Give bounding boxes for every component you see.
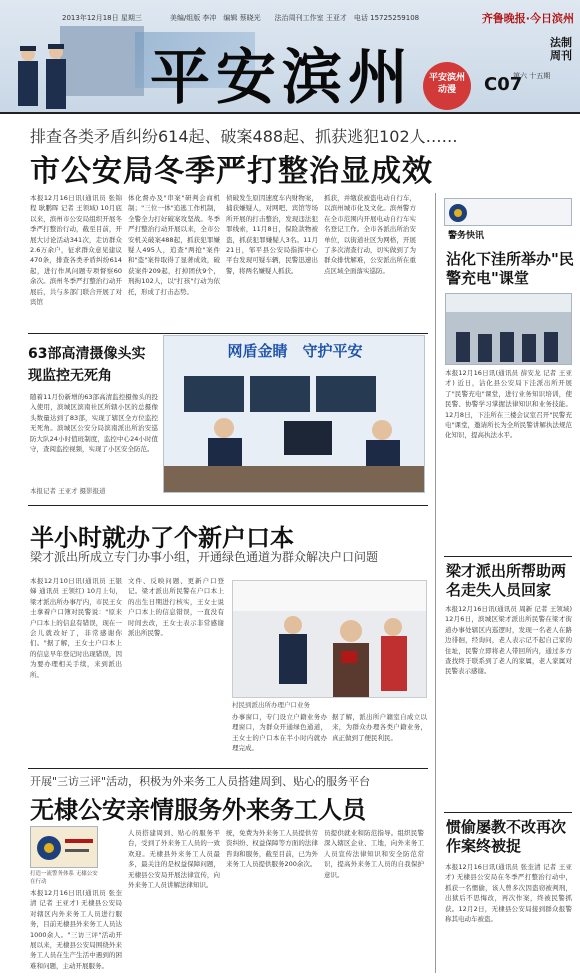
hukou-photo bbox=[232, 580, 427, 698]
right1-body: 本报12月16日讯(通讯员 薛安龙 记者 王亚才) 近日，沾化县公安局下洼派出所开展了"民警充电"课堂，进行业务知识培训，使民警、协警学习掌握法律知识和业务技能。12月8日，下洼所在三楼会议室召开"民警充电"课堂，邀请所长为全所民警讲解执法规范化知识，提高执法水平。 bbox=[445, 369, 572, 440]
right-divider-3 bbox=[444, 812, 572, 813]
cams-headline: 63部高清摄像头实现监控无死角 bbox=[28, 346, 146, 384]
section-divider-1 bbox=[28, 333, 428, 334]
migrant-subhead: 开展"三访三评"活动，积极为外来务工人员搭建周到、贴心的服务平台 bbox=[30, 775, 371, 788]
hukou-headline: 半小时就办了个新户口本 bbox=[30, 524, 294, 552]
migrant-image-caption: 打造一流警务体系 无棣公安在行动 bbox=[30, 871, 98, 885]
migrant-column-4: 员提供就业和防范指导。组织民警深入辖区企业、工地，向外来务工人员宣传法律知识和安全防范常识，提高外来务工人员的自我保护意识。 bbox=[324, 829, 424, 879]
news-flash-label: 警务快讯 bbox=[448, 231, 485, 241]
right2-headline: 梁才派出所帮助两名走失人员回家 bbox=[446, 562, 567, 599]
migrant-column-1: 本报12月16日讯(通讯员 张奎清 记者 王亚才) 无棣县公安局对辖区内外来务工人员进行服务，目前无棣县外来务工人员达1000余人。"三访三评"活动开展以来，无棣县公安局围绕外来务工人员在生产生活中遇到的困难和问题，主动开展服务。 bbox=[30, 889, 122, 970]
right-column-divider bbox=[435, 193, 436, 973]
section-name: 法制周刊 bbox=[550, 36, 572, 62]
cams-body: 随着11月份新增的63部高清监控摄像头的投入使用，滨城区滨南社区所辖小区的总摄像头数量达到了83部，实现了辖区全方位监控无死角。滨城区公安分局滨南派出所治安巡防大队24小时值班制度，监控中心24小时值守，查阅监控视频，实现了小区安全防范。 bbox=[30, 393, 158, 454]
classroom-photo-illustration bbox=[446, 294, 572, 365]
right3-body: 本报12月16日讯(通讯员 张奎清 记者 王亚才) 无棣县公安局在冬季严打整治行动中，抓获一名惯偷，该人曾多次因盗窃被判刑，出狱后不思悔改，再次作案，终被民警抓获。12月2日，无棣县公安局接到群众报警称其电动车被盗。 bbox=[445, 863, 572, 924]
section-divider-2 bbox=[28, 505, 428, 506]
hukou-column-4a: 办事窗口，专门设立户籍业务办理窗口，为群众开通绿色通道，王女士的户口本在半小时内就办理完成。 bbox=[232, 713, 327, 753]
monitoring-room-illustration bbox=[164, 366, 425, 493]
hukou-column-2: 文件、反映问题、更新户口登记。梁才派出所民警在户口本上的出生日期进行核实，王女士说户口本上的信息错误，一直没有时间去改，王女士表示非常感谢派出所民警。 bbox=[128, 577, 224, 638]
cartoon-badge: 平安滨州 动漫 bbox=[423, 62, 471, 110]
edition-number: 第六 十五期 bbox=[513, 72, 551, 80]
lead-subhead: 排查各类矛盾纠纷614起、破案488起、抓获逃犯102人…… bbox=[30, 127, 458, 146]
right1-headline: 沾化下洼所举办"民警充电"课堂 bbox=[446, 250, 574, 287]
cams-caption: 本报记者 王亚才 摄影报道 bbox=[30, 487, 106, 495]
lead-column-2: 体化督办及"串案"研判会商机制；"三位一体"追逃工作机制，全警全力打好破案攻坚战。冬季严打整治行动开展以来，全市公安机关破案488起，抓获犯罪嫌疑人495人，追查"两抢"案件和"盗"案件取得了显著成效，破获案件209起，打掉团伙9个，刑拘102人，以"打孩"行动为依托，形成了打击态势。 bbox=[128, 194, 220, 296]
police-officers-illustration bbox=[8, 40, 78, 112]
migrant-column-3: 统，免费为外来务工人员提供劳资纠纷、权益保障等方面的法律咨询和服务，截至目前，已为外来务工人员提供服务200余次。 bbox=[226, 829, 318, 869]
newspaper-brand: 齐鲁晚报·今日滨州 bbox=[481, 12, 574, 25]
migrant-logo-image bbox=[30, 826, 98, 868]
masthead bbox=[0, 0, 580, 112]
hukou-subhead: 梁才派出所成立专门办事小组，开通绿色通道为群众解决户口问题 bbox=[30, 550, 379, 564]
right3-headline: 惯偷屡教不改再次作案终被捉 bbox=[446, 818, 567, 855]
section-divider-3 bbox=[28, 768, 428, 769]
police-emblem-icon bbox=[31, 827, 98, 868]
lead-column-4: 抓获，并缴获被盗电动自行车，以滨州城市化及文化。滨州警方在全市范围内开展电动自行车实名登记工作。全市各派出所治安单位，以街道社区为网格，开展了多次清查行动，切实做到了为群众排忧解难，公安派出所在重点区域全面落实巡防。 bbox=[324, 194, 416, 275]
lead-column-1: 本报12月16日讯(通讯员 张锦程 耿鹏晖 记者 王领域) 10月底以来，滨州市公安局组织开展冬季严打整治行动，截至目前，开展大讨论活动341次，走访群众2.6万余户，征求群众意见建议470条，排查各类矛盾纠纷614起，进行作风问题专项督察60余次。滨州冬季严打整治行动开展后，共与多部门联合开展了对宾馆 bbox=[30, 194, 122, 307]
issue-info-line: 2013年12月18日 星期三 美编/组版 李冲 编辑 蔡晓光 法治周刊工作室 王亚才 电话 15725259108 bbox=[62, 14, 420, 22]
hukou-photo-illustration bbox=[233, 581, 427, 698]
lead-column-3: 侦破发生原因速度车内财物案，捕获嫌疑人，对网吧、宾馆等场所开展的打击整治，发现违法犯罪线索，11月8日，保险款物被盗，抓获犯罪嫌疑人3名。11月21日，邹平县公安局指挥中心平台发现可疑车辆，民警迅速出警，将两名嫌疑人抓获。 bbox=[226, 194, 318, 275]
right2-body: 本报12月16日讯(通讯员 周新 记者 王领域) 12月6日，滨城区梁才派出所民警在梁才街道办事处辖区内巡逻时，发现一名老人在路边徘徊，经询问，老人表示记不起自己家的住址，民警立即将老人带回所内，通过多方查找终于联系到了老人的家属，老人家属对民警表示感谢。 bbox=[445, 605, 572, 676]
cams-photo-banner: 网盾金睛 守护平安 bbox=[227, 342, 363, 360]
hukou-column-4b: 据了解，派出所户籍室自成立以来，为群众办理各类户籍业务，真正做到了便民利民。 bbox=[332, 713, 427, 742]
migrant-headline: 无棣公安亲情服务外来务工人员 bbox=[30, 796, 366, 824]
hukou-column-1: 本报12月10日讯(通讯员 王银娣 通讯员 王领红) 10月上旬，梁才派出所办事厅内，市民王女士拿着户口簿对民警说："原来户口本上的信息有错误，现在一会儿就改好了，非常感谢你们。"据了解，王女士户口本上的信息早年登记时出现错误，因为要办理相关手续，来到派出所。 bbox=[30, 577, 122, 679]
masthead-divider bbox=[0, 112, 580, 114]
migrant-column-2: 人员搭建周到、贴心的服务平台，受到了外来务工人员的一致欢迎。无棣县外来务工人员最多，最关注的是权益保障问题，无棣县公安局开展法律宣传，向外来务工人员讲解法律知识。 bbox=[128, 829, 220, 890]
hukou-photo-caption: 村民到派出所办理户口业务 bbox=[232, 701, 310, 709]
news-flash-banner bbox=[444, 198, 572, 226]
page-title: 平安滨州 bbox=[150, 43, 414, 112]
page-number: C07 bbox=[484, 74, 523, 95]
police-badge-icon bbox=[448, 203, 468, 223]
right1-photo bbox=[445, 293, 572, 365]
lead-headline: 市公安局冬季严打整治显成效 bbox=[30, 154, 433, 189]
right-divider-2 bbox=[444, 556, 572, 557]
cams-photo bbox=[163, 335, 425, 493]
